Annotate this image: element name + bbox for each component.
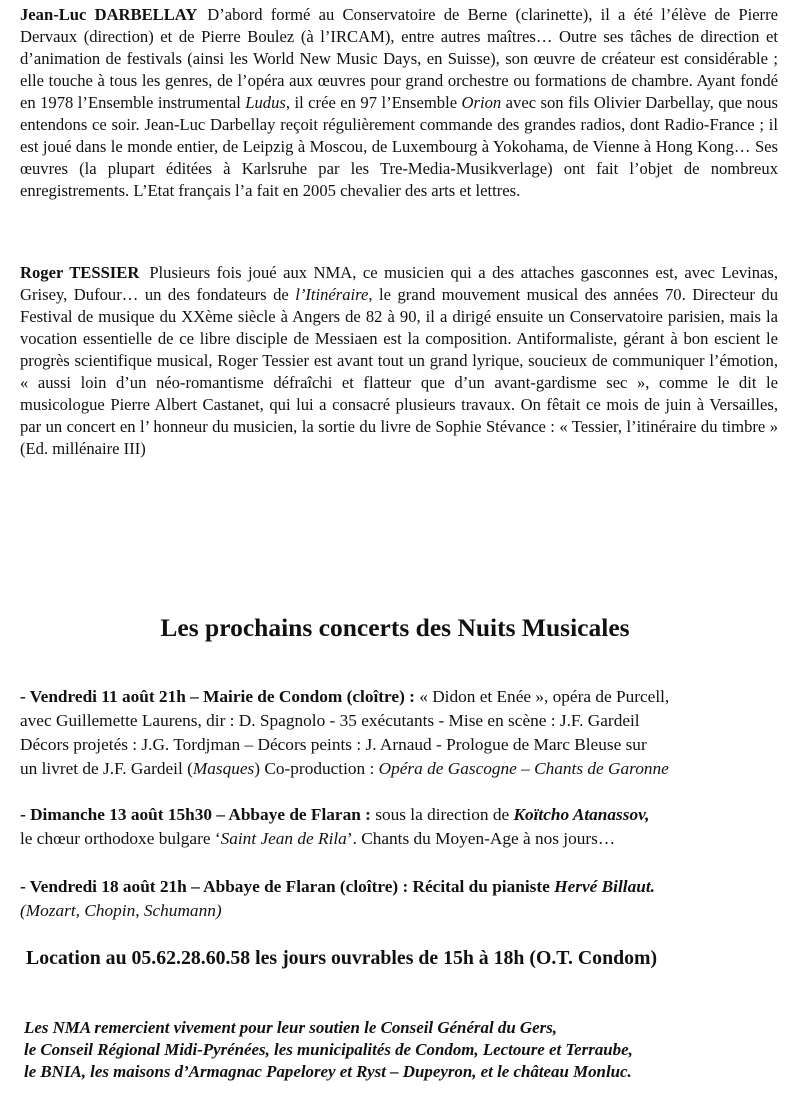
concert-line: - Vendredi 18 août 21h – Abbaye de Flaran (cloître) : Récital du pianiste Hervé Billaut.: [20, 877, 655, 896]
concert-entry: [20, 685, 790, 781]
thanks-line: le BNIA, les maisons d’Armagnac Papelorey et Ryst – Dupeyron, et le château Monluc.: [24, 1062, 632, 1081]
concert-entry: [20, 803, 790, 851]
bio-tessier: [20, 262, 778, 460]
concert-line: (Mozart, Chopin, Schumann): [20, 901, 222, 920]
location-info: Location au 05.62.28.60.58 les jours ouvrables de 15h à 18h (O.T. Condom): [26, 947, 658, 969]
bio-name: Jean-Luc DARBELLAY: [20, 5, 198, 24]
concert-line: - Dimanche 13 août 15h30 – Abbaye de Flaran : sous la direction de Koïtcho Atanassov,: [20, 805, 650, 824]
bio-name: Roger TESSIER: [20, 263, 140, 282]
ensemble-name: Orion: [461, 93, 502, 112]
section-heading: Les prochains concerts des Nuits Musicales: [160, 613, 630, 642]
bio-text: D’abord formé au Conservatoire de Berne (clarinette), il a été l’élève de Pierre Dervaux (direction) et de Pierre Boulez (à l’IRCAM), entre autres maîtres… Outre ses tâches de direction et d’animation de festivals (ainsi les World New Music Days, en Suisse), son œuvre de créateur est considérable ; elle touche à tous les genres, de l’opéra aux œuvres pour grand orchestre ou formations de chambre. Ayant fondé en 1978 l’Ensemble instrumental Ludus, il crée en 97 l’Ensemble Orion avec son fils Olivier Darbellay, que nous entendons ce soir. Jean-Luc Darbellay reçoit régulièrement commande des grandes radios, dont Radio-France ; il est joué dans le monde entier, de Leipzig à Moscou, de Luxembourg à Yokohama, de Vienne à Hong Kong… Ses œuvres (la plupart éditées à Karlsruhe par les Tre-Media-Musikverlage) ont fait l’objet de nombreux enregistrements. L’Etat français l’a fait en 2005 chevalier des arts et lettres.: [20, 5, 778, 200]
movement-name: l’Itinéraire: [295, 285, 369, 304]
concert-line: un livret de J.F. Gardeil (Masques) Co-production : Opéra de Gascogne – Chants de Garonne: [20, 759, 669, 778]
concert-line: - Vendredi 11 août 21h – Mairie de Condom (cloître) : « Didon et Enée », opéra de Purcell,: [20, 687, 670, 706]
concert-line: le chœur orthodoxe bulgare ‘Saint Jean de Rila’. Chants du Moyen-Age à nos jours…: [20, 829, 616, 848]
thanks-line: Les NMA remercient vivement pour leur soutien le Conseil Général du Gers,: [24, 1018, 557, 1037]
concert-entry: [20, 875, 790, 923]
thanks-line: le Conseil Régional Midi-Pyrénées, les municipalités de Condom, Lectoure et Terraube,: [24, 1040, 633, 1059]
bio-text: Plusieurs fois joué aux NMA, ce musicien qui a des attaches gasconnes est, avec Levinas, Grisey, Dufour… un des fondateurs de l’Itinéraire, le grand mouvement musical des années 70. Directeur du Festival de musique du XXème siècle à Angers de 82 à 90, il a dirigé ensuite un Conservatoire parisien, mais la vocation essentielle de ce libre disciple de Messiaen est la composition. Antiformaliste, gérant à bon escient le progrès scientifique musical, Roger Tessier est avant tout un grand lyrique, soucieux de communiquer l’émotion, « aussi loin d’un néo-romantisme défraîchi et flatteur que d’un avant-gardisme sec », comme le dit le musicologue Pierre Albert Castanet, qui lui a consacré plusieurs travaux. On fêtait ce mois de juin à Versailles, par un concert en l’ honneur du musicien, la sortie du livre de Sophie Stévance : « Tessier, l’itinéraire du timbre » (Ed. millénaire III): [20, 263, 778, 458]
concert-line: Décors projetés : J.G. Tordjman – Décors peints : J. Arnaud - Prologue de Marc Bleuse sur: [20, 735, 647, 754]
acknowledgements: [24, 1017, 784, 1083]
concert-line: avec Guillemette Laurens, dir : D. Spagnolo - 35 exécutants - Mise en scène : J.F. Gardeil: [20, 711, 640, 730]
bio-darbellay: [20, 4, 778, 202]
ensemble-name: Ludus: [245, 93, 286, 112]
